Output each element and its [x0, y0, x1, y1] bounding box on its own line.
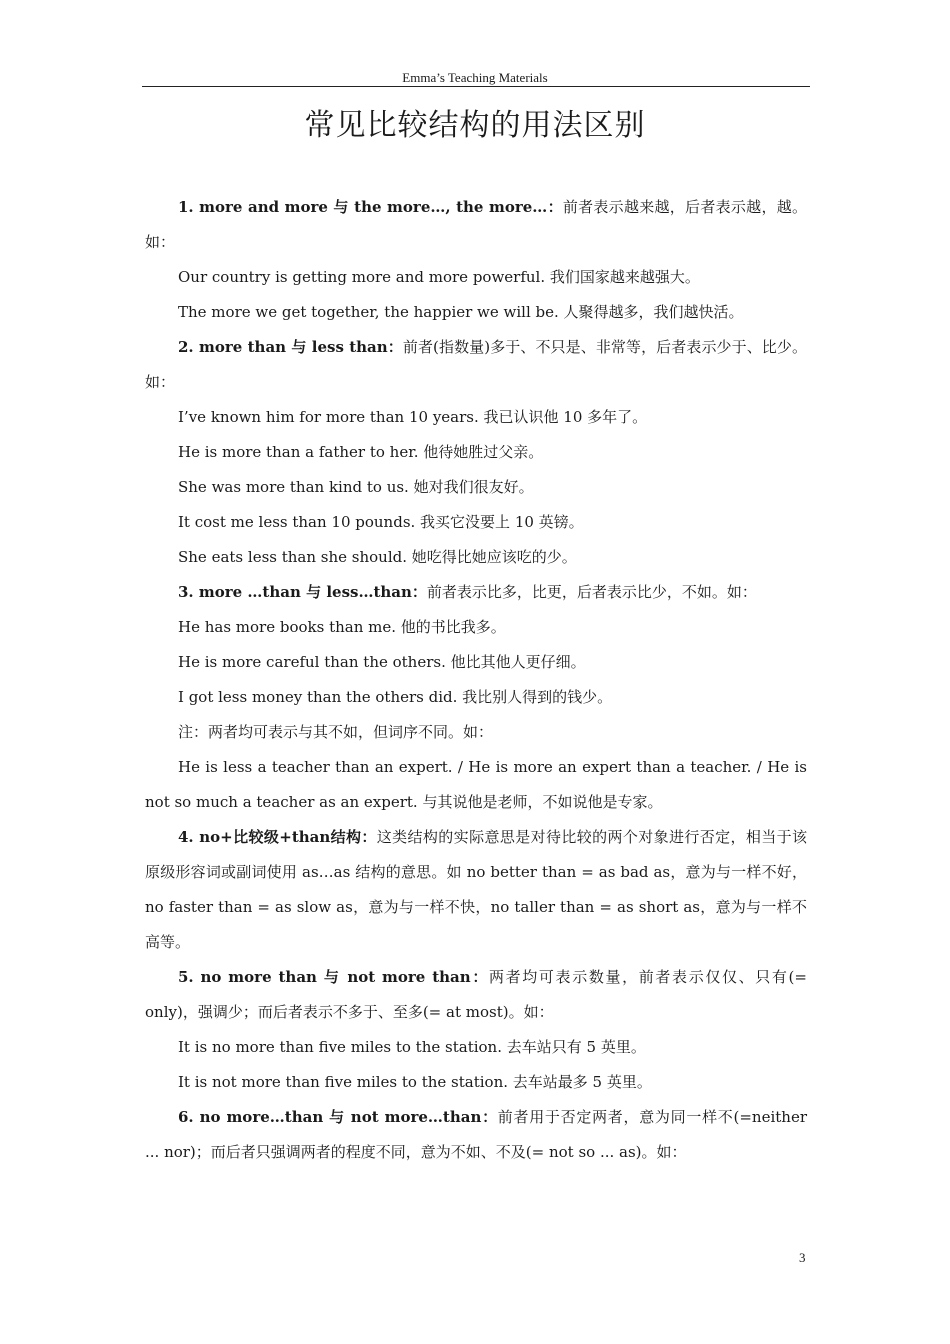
section-3	[145, 575, 807, 610]
page-title: 常见比较结构的用法区别	[304, 108, 646, 143]
section-description: 前者用于否定两者，意为同一样不(=neither ... nor)；而后者只强调两者的程度不同，意为不如、不及(= not so ... as)。如：	[145, 1108, 807, 1161]
section-heading: 3. more …than 与 less…than：	[178, 583, 427, 601]
section-heading: 6. no more…than 与 not more…than：	[178, 1108, 498, 1126]
section-heading: 4. no+比较级+than结构：	[178, 828, 377, 846]
section-heading: 1. more and more 与 the more…, the more…：	[178, 198, 563, 216]
example-sentence: He is more careful than the others. 他比其他人更仔细。	[178, 653, 586, 671]
running-header: Emma’s Teaching Materials	[402, 70, 548, 85]
section-description: 这类结构的实际意思是对待比较的两个对象进行否定，相当于该原级形容词或副词使用 as…as 结构的意思。如 no better than = as bad as，意为与一样不好，no faster than = as slow as，意为与一样不快，no taller than = as short as，意为与一样不高等。	[145, 828, 807, 951]
header-rule	[142, 86, 810, 87]
example-sentence: I got less money than the others did. 我比别人得到的钱少。	[178, 688, 613, 706]
section-description: 两者均可表示数量，前者表示仅仅、只有(= only)，强调少；而后者表示不多于、至多(= at most)。如：	[145, 968, 807, 1021]
section-description: 前者表示越来越，后者表示越，越。如：	[145, 198, 807, 251]
example-sentence: He has more books than me. 他的书比我多。	[178, 618, 506, 636]
section-heading: 5. no more than 与 not more than：	[178, 968, 489, 986]
example-sentence: Our country is getting more and more powerful. 我们国家越来越强大。	[178, 268, 700, 286]
example-sentence: She was more than kind to us. 她对我们很友好。	[178, 478, 534, 496]
section-description: 前者(指数量)多于、不只是、非常等，后者表示少于、比少。如：	[145, 338, 807, 391]
document-body	[145, 190, 807, 1170]
section-1	[145, 190, 807, 260]
example-sentence: I’ve known him for more than 10 years. 我已认识他 10 多年了。	[178, 408, 648, 426]
section-5	[145, 960, 807, 1030]
example-sentence: The more we get together, the happier we will be. 人聚得越多，我们越快活。	[178, 303, 744, 321]
section-heading: 2. more than 与 less than：	[178, 338, 403, 356]
section-4	[145, 820, 807, 960]
section-6	[145, 1100, 807, 1170]
example-sentence: It cost me less than 10 pounds. 我买它没要上 10 英镑。	[178, 513, 584, 531]
note-line: 注：两者均可表示与其不如，但词序不同。如：	[178, 723, 494, 741]
section-description: 前者表示比多，比更，后者表示比少，不如。如：	[426, 583, 757, 601]
example-sentence: He is less a teacher than an expert. / He is more an expert than a teacher. / He is not so much a teacher as an expert. 与其说他是老师，不如说他是专家。	[145, 758, 807, 811]
example-sentence: He is more than a father to her. 他待她胜过父亲。	[178, 443, 544, 461]
section-2	[145, 330, 807, 400]
page-number: 3	[799, 1250, 806, 1265]
example-sentence: It is no more than five miles to the station. 去车站只有 5 英里。	[178, 1038, 646, 1056]
example-sentence: It is not more than five miles to the station. 去车站最多 5 英里。	[178, 1073, 652, 1091]
example-sentence: She eats less than she should. 她吃得比她应该吃的少。	[178, 548, 577, 566]
